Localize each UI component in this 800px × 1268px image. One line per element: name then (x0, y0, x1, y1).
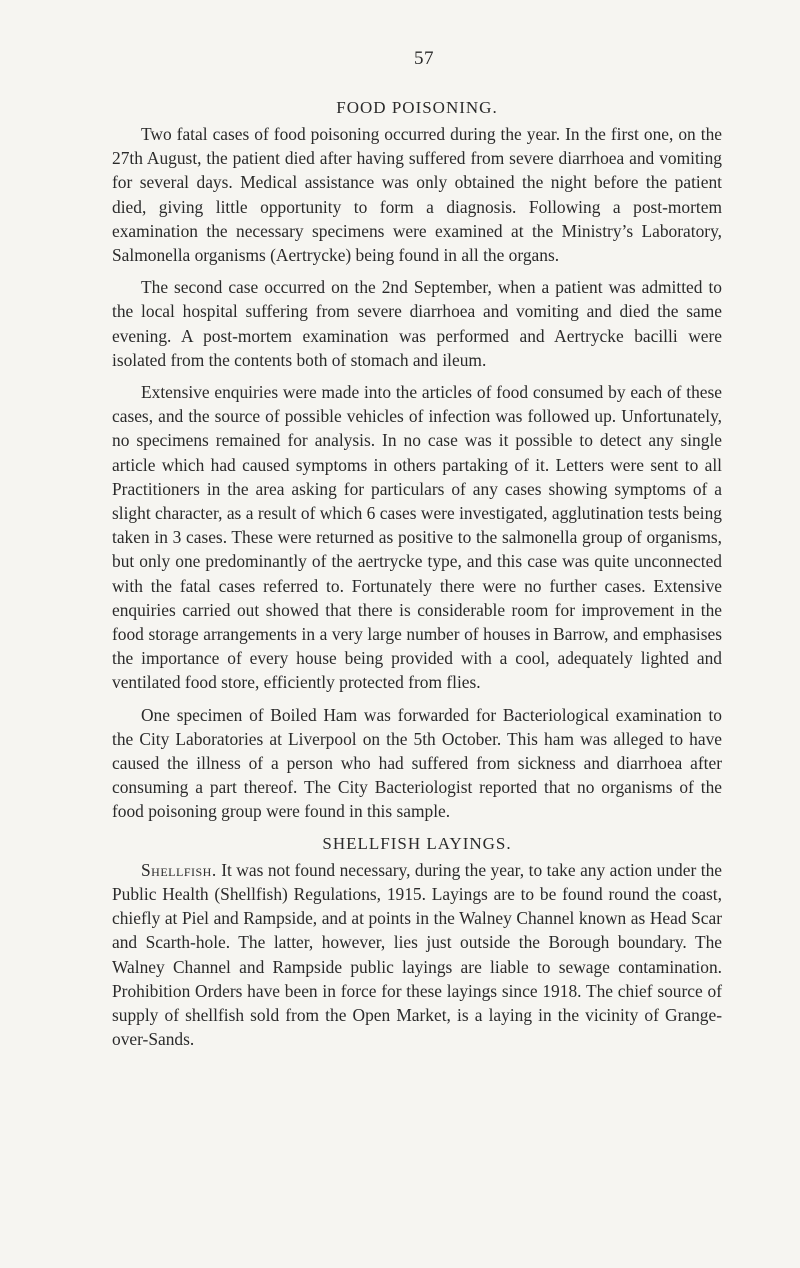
shellfish-body-text: It was not found necessary, during the year, to take any action under the Public Health (Shellfish) Regulations, 1915. Layings are to be found round the coast, chiefly at Piel and Rampside, and at points in the Walney Channel known as Head Scar and Scarth-hole. The latter, however, lies just outside the Borough boundary. The Walney Channel and Rampside public layings are liable to sewage contamination. Prohibition Orders have been in force for these layings since 1918. The chief source of supply of shellfish sold from the Open Market, is a laying in the vicinity of Grange-over-Sands. (112, 859, 722, 1050)
page-number: 57 (414, 48, 434, 69)
paragraph-shellfish (112, 858, 722, 1052)
paragraph-fatal-cases: Two fatal cases of food poisoning occurred during the year. In the first one, on the 27th August, the patient died after having suffered from severe diarrhoea and vomiting for several days. Medical assistance was only obtained the night before the patient died, giving little opportunity to form a diagnosis. Following a post-mortem examination the necessary specimens were examined at the Ministry’s Laboratory, Salmonella organisms (Aertrycke) being found in all the organs. (112, 124, 722, 266)
paragraph-boiled-ham: One specimen of Boiled Ham was forwarded for Bacteriological examination to the City Laboratories at Liverpool on the 5th October. This ham was alleged to have caused the illness of a person who had suffered from sickness and diarrhoea after consuming a part thereof. The City Bacteriologist reported that no organisms of the food poisoning group were found in this sample. (112, 704, 722, 822)
section-food-poisoning (112, 96, 722, 824)
paragraph-enquiries: Extensive enquiries were made into the articles of food consumed by each of these cases, and the source of possible vehicles of infection was followed up. Unfortunately, no specimens remained for analysis. In no case was it possible to detect any single article which had caused symptoms in others partaking of it. Letters were sent to all Practitioners in the area asking for particulars of any cases showing symptoms of a slight character, as a result of which 6 cases were investigated, agglutination tests being taken in 3 cases. These were returned as positive to the salmonella group of organisms, but only one predominantly of the aertrycke type, and this case was quite unconnected with the fatal cases referred to. Fortunately there were no further cases. Extensive enquiries carried out showed that there is considerable room for improvement in the food storage arrangements in a very large number of houses in Barrow, and emphasises the importance of every house being provided with a cool, adequately lighted and ventilated food store, efficiently protected from flies. (112, 382, 722, 693)
section-heading-shellfish-layings: SHELLFISH LAYINGS. (322, 833, 512, 853)
document-page (112, 48, 722, 1051)
paragraph-second-case: The second case occurred on the 2nd September, when a patient was admitted to the local hospital suffering from severe diarrhoea and vomiting and died the same evening. A post-mortem examination was performed and Aertrycke bacilli were isolated from the contents both of stomach and ileum. (112, 277, 722, 370)
section-heading-food-poisoning: FOOD POISONING. (336, 98, 498, 117)
shellfish-lead-term: Shellfish. (141, 859, 217, 880)
section-shellfish-layings (112, 832, 722, 1052)
